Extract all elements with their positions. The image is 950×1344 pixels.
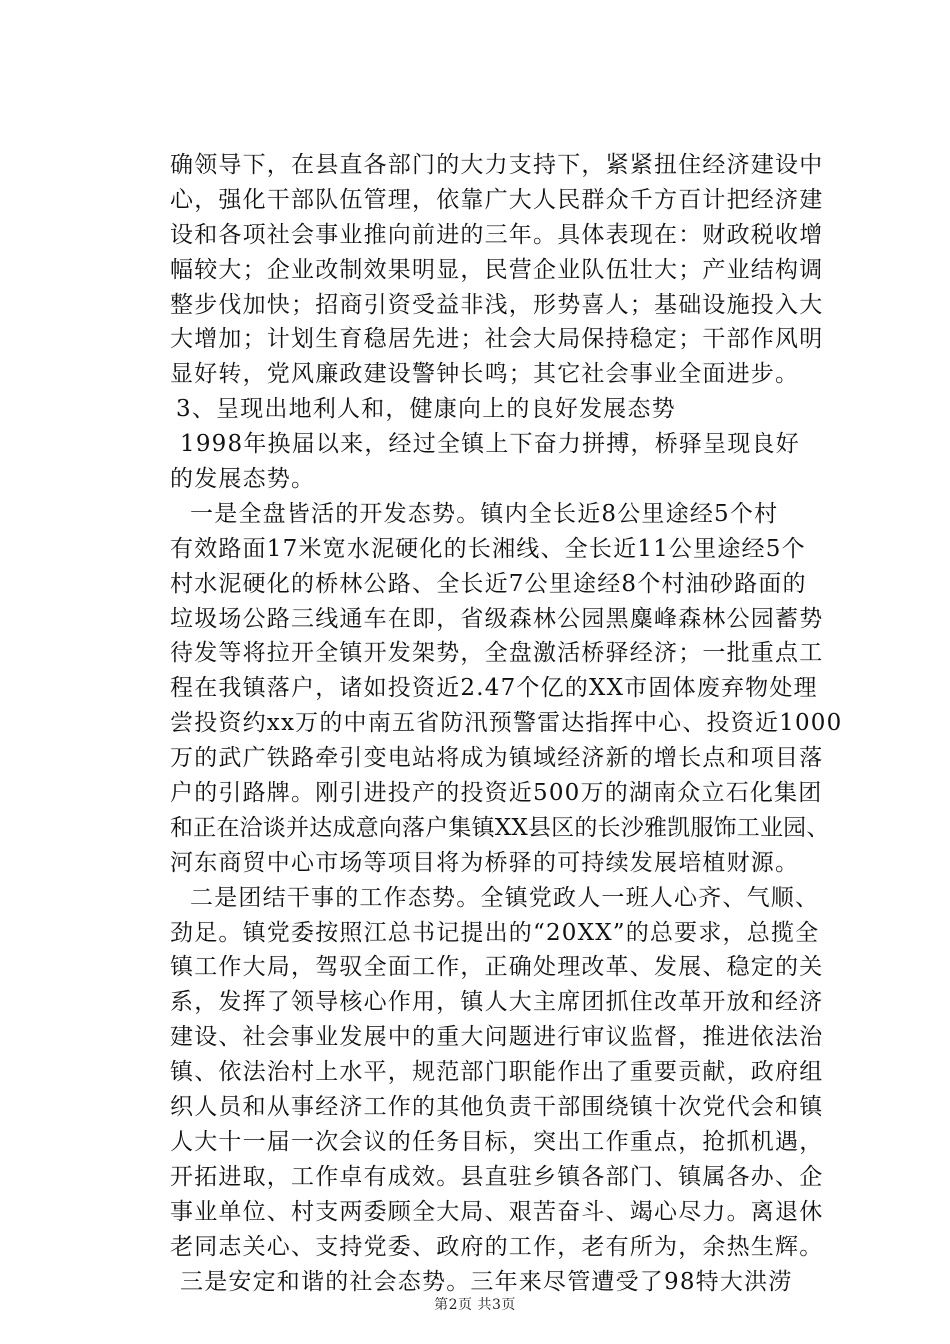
document-body bbox=[170, 148, 843, 1299]
text-line: 系，发挥了领导核心作用，镇人大主席团抓住改革开放和经济 bbox=[170, 989, 824, 1016]
text-line: 开拓进取，工作卓有成效。县直驻乡镇各部门、镇属各办、企 bbox=[170, 1163, 824, 1190]
text-line: 大增加；计划生育稳居先进；社会大局保持稳定；干部作风明 bbox=[170, 326, 824, 353]
text-line: 劲足。镇党委按照江总书记提出的“20XX”的总要求，总揽全 bbox=[170, 919, 820, 946]
page-number-footer: 第2页 共3页 bbox=[434, 1297, 516, 1313]
text-line: 人大十一届一次会议的任务目标，突出工作重点，抢抓机遇， bbox=[170, 1128, 824, 1155]
text-line: 河东商贸中心市场等项目将为桥驿的可持续发展培植财源。 bbox=[170, 849, 800, 876]
text-line: 待发等将拉开全镇开发架势，全盘激活桥驿经济；一批重点工 bbox=[170, 640, 824, 667]
text-line: 显好转，党风廉政建设警钟长鸣；其它社会事业全面进步。 bbox=[170, 361, 800, 388]
text-line: 老同志关心、支持党委、政府的工作，老有所为，余热生辉。 bbox=[170, 1233, 824, 1260]
text-line: 镇工作大局，驾驭全面工作，正确处理改革、发展、稳定的关 bbox=[170, 954, 824, 981]
text-line: 幅较大；企业改制效果明显，民营企业队伍壮大；产业结构调 bbox=[170, 256, 824, 283]
text-line: 垃圾场公路三线通车在即，省级森林公园黑麋峰森林公园蓄势 bbox=[170, 605, 824, 632]
text-line: 确领导下，在县直各部门的大力支持下，紧紧扭住经济建设中 bbox=[170, 152, 824, 178]
text-line: 心，强化干部队伍管理，依靠广大人民群众千方百计把经济建 bbox=[170, 186, 824, 213]
text-line: 万的武广铁路牵引变电站将成为镇域经济新的增长点和项目落 bbox=[170, 745, 824, 772]
text-line: 三是安定和谐的社会态势。三年来尽管遭受了98特大洪涝 bbox=[180, 1268, 793, 1295]
text-line: 镇、依法治村上水平，规范部门职能作出了重要贡献，政府组 bbox=[170, 1059, 824, 1086]
text-line: 事业单位、村支两委顾全大局、艰苦奋斗、竭心尽力。离退休 bbox=[170, 1198, 824, 1225]
text-line: 设和各项社会事业推向前进的三年。具体表现在：财政税收增 bbox=[170, 221, 824, 248]
text-line: 有效路面17米宽水泥硬化的长湘线、全长近11公里途经5个 bbox=[170, 535, 806, 562]
text-line: 整步伐加快；招商引资受益非浅，形势喜人；基础设施投入大 bbox=[170, 291, 824, 318]
text-line: 尝投资约xx万的中南五省防汛预警雷达指挥中心、投资近1000 bbox=[170, 710, 843, 737]
text-line: 1998年换届以来，经过全镇上下奋力拼搏，桥驿呈现良好 bbox=[180, 431, 800, 458]
text-line: 建设、社会事业发展中的重大问题进行审议监督，推进依法治 bbox=[170, 1024, 824, 1051]
text-line: 村水泥硬化的桥林公路、全长近7公里途经8个村油砂路面的 bbox=[170, 570, 807, 597]
text-line: 和正在洽谈并达成意向落户集镇XX县区的长沙雅凯服饰工业园、 bbox=[170, 814, 830, 841]
text-line: 的发展态势。 bbox=[170, 466, 316, 493]
text-line: 二是团结干事的工作态势。全镇党政人一班人心齐、气顺、 bbox=[190, 884, 820, 911]
text-line: 户的引路牌。刚引进投产的投资近500万的湖南众立石化集团 bbox=[170, 780, 823, 807]
text-line: 一是全盘皆活的开发态势。镇内全长近8公里途经5个村 bbox=[190, 500, 779, 527]
text-line: 织人员和从事经济工作的其他负责干部围绕镇十次党代会和镇 bbox=[170, 1094, 824, 1121]
section-heading: 3、呈现出地利人和，健康向上的良好发展态势 bbox=[176, 396, 676, 423]
text-line: 程在我镇落户，诸如投资近2.47个亿的XX市固体废弃物处理 bbox=[170, 675, 818, 702]
